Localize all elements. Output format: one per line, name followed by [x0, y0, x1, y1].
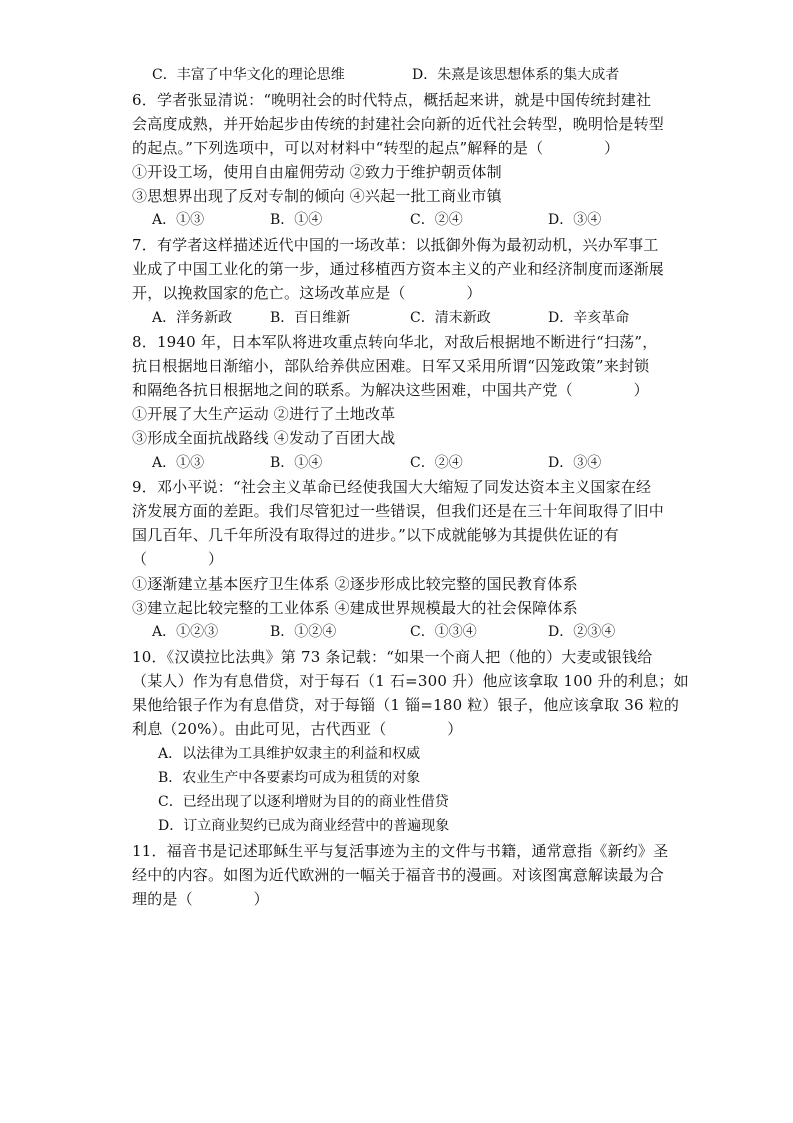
q5-option-d: D．朱熹是该思想体系的集大成者	[412, 67, 620, 83]
q8-statement-line: ①开展了大生产运动 ②进行了土地改革	[132, 405, 396, 423]
q7-stem-line: 开，以挽救国家的危亡。这场改革应是（ ）	[132, 284, 482, 302]
q6-option-c: C．②④	[410, 212, 463, 228]
q7-option-a: A．洋务新政	[152, 310, 233, 326]
q6-stem-line: 6．学者张显清说：“晚明社会的时代特点，概括起来讲，就是中国传统封建社	[132, 91, 652, 109]
q9-stem-line: 济发展方面的差距。我们尽管犯过一些错误，但我们还是在三十年间取得了旧中	[132, 502, 665, 520]
q9-statement-line: ①逐渐建立基本医疗卫生体系 ②逐步形成比较完整的国民教育体系	[132, 575, 578, 593]
q10-stem-line: 10．《汉谟拉比法典》第 73 条记载：“如果一个商人把（他的）大麦或银钱给	[132, 648, 653, 666]
q8-option-b: B．①④	[270, 455, 323, 471]
q8-stem-line: 抗日根据地日渐缩小，部队给养供应困难。日军又采用所谓“囚笼政策”来封锁	[132, 357, 650, 375]
q10-option-c: C．已经出现了以逐利增财为目的的商业性借贷	[158, 794, 449, 810]
q10-option-b: B．农业生产中各要素均可成为租赁的对象	[158, 770, 421, 786]
q5-option-c: C．丰富了中华文化的理论思维	[152, 67, 345, 83]
q8-stem-line: 和隔绝各抗日根据地之间的联系。为解决这些困难，中国共产党（ ）	[132, 381, 649, 399]
q11-stem-line: 理的是（ ）	[132, 890, 269, 908]
q11-stem-line: 经中的内容。如图为近代欧洲的一幅关于福音书的漫画。对该图寓意解读最为合	[132, 866, 665, 884]
q9-option-a: A．①②③	[152, 624, 219, 640]
q9-option-d: D．②③④	[548, 624, 616, 640]
q8-option-c: C．②④	[410, 455, 463, 471]
q10-option-a: A．以法律为工具维护奴隶主的利益和权威	[158, 746, 421, 762]
q6-statement-line: ③思想界出现了反对专制的倾向 ④兴起一批工商业市镇	[132, 187, 502, 205]
q6-option-a: A．①③	[152, 212, 205, 228]
q7-option-d: D．辛亥革命	[548, 310, 630, 326]
q6-option-d: D．③④	[548, 212, 602, 228]
q8-stem-line: 8．1940 年，日本军队将进攻重点转向华北，对敌后根据地不断进行“扫荡”，	[132, 333, 658, 351]
q7-stem-line: 7．有学者这样描述近代中国的一场改革：以抵御外侮为最初动机，兴办军事工	[132, 236, 659, 254]
q9-option-c: C．①③④	[410, 624, 477, 640]
q10-option-d: D．订立商业契约已成为商业经营中的普遍现象	[158, 818, 450, 834]
q11-stem-line: 11．福音书是记述耶稣生平与复活事迹为主的文件与书籍，通常意指《新约》圣	[132, 842, 669, 860]
q9-option-b: B．①②④	[270, 624, 337, 640]
q6-statement-line: ①开设工场，使用自由雇佣劳动 ②致力于维护朝贡体制	[132, 163, 502, 181]
q10-stem-line: （某人）作为有息借贷，对于每石（1 石=300 升）他应该拿取 100 升的利息；如	[132, 672, 689, 690]
q9-stem-line: （ ）	[132, 550, 224, 568]
q7-option-b: B．百日维新	[270, 310, 351, 326]
q6-stem-line: 的起点。”下列选项中，可以对材料中“转型的起点”解释的是（ ）	[132, 139, 620, 157]
q8-statement-line: ③形成全面抗战路线 ④发动了百团大战	[132, 429, 396, 447]
q6-stem-line: 会高度成熟，并开始起步由传统的封建社会向新的近代社会转型，晚明恰是转型	[132, 115, 665, 133]
q9-stem-line: 国几百年、几千年所没有取得过的进步。”以下成就能够为其提供佐证的有	[132, 526, 619, 544]
q8-option-a: A．①③	[152, 455, 205, 471]
q10-stem-line: 利息（20%）。由此可见，古代西亚（ ）	[132, 720, 463, 738]
q8-option-d: D．③④	[548, 455, 602, 471]
q9-statement-line: ③建立起比较完整的工业体系 ④建成世界规模最大的社会保障体系	[132, 599, 578, 617]
q9-stem-line: 9．邓小平说：“社会主义革命已经使我国大大缩短了同发达资本主义国家在经	[132, 478, 652, 496]
q7-stem-line: 业成了中国工业化的第一步，通过移植西方资本主义的产业和经济制度而逐渐展	[132, 260, 665, 278]
q7-option-c: C．清末新政	[410, 310, 491, 326]
q6-option-b: B．①④	[270, 212, 323, 228]
q10-stem-line: 果他给银子作为有息借贷，对于每锱（1 锱=180 粒）银子，他应该拿取 36 粒的	[132, 696, 680, 714]
